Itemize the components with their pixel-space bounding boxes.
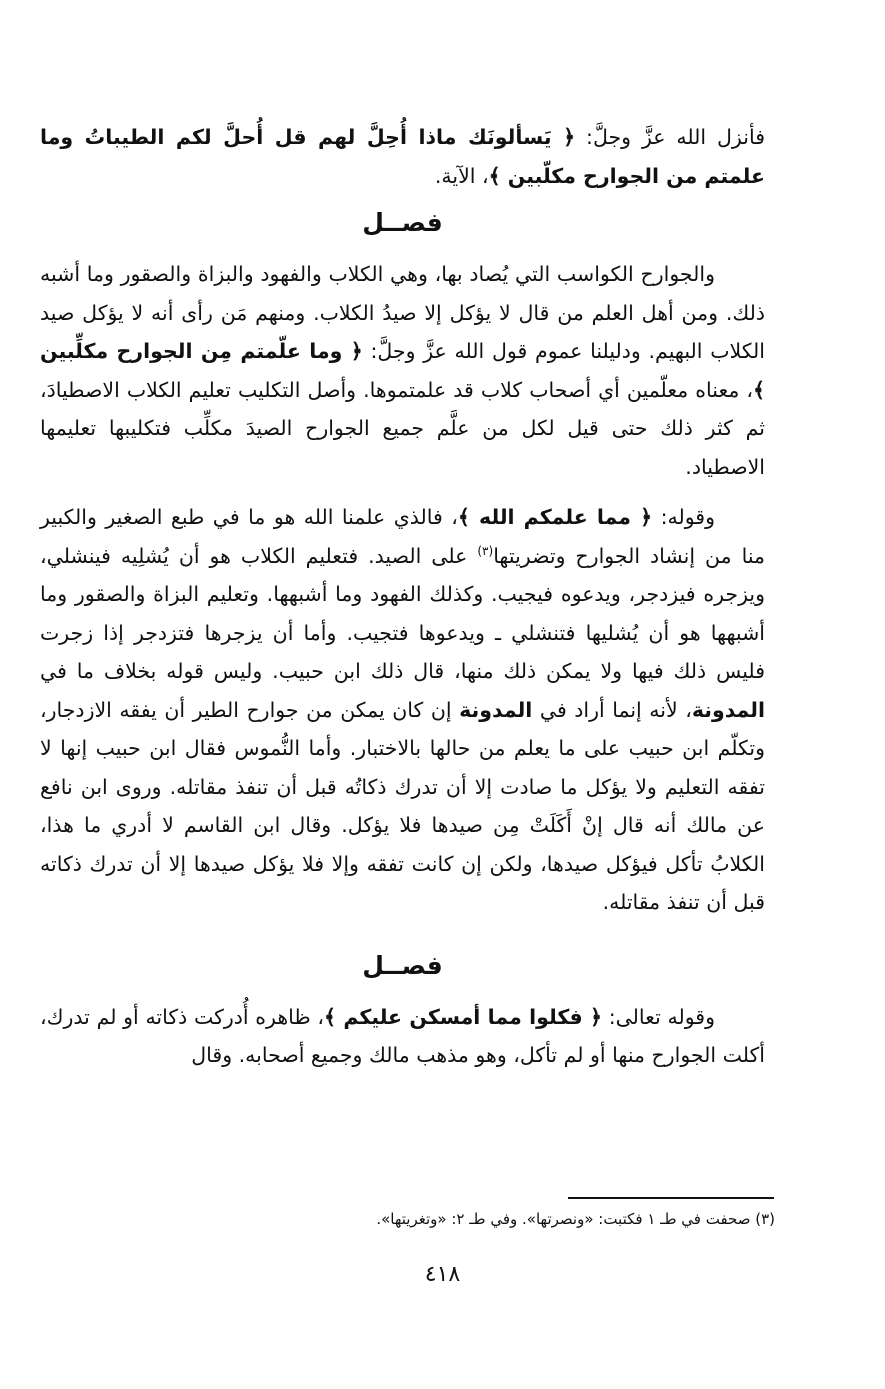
p3-text-a: وقوله: (652, 505, 716, 529)
p2-text-a: والجوارح الكواسب التي يُصاد بها، وهي الكلاب والفهود والبزاة والصقور وما أشبه ذلك. ومن أهل العلم من قال لا يؤكل إلا صيدُ الكلاب. ومنهم مَن رأى أنه لا يؤكل صيد الكلاب البهيم. ودليلنا عموم قول الله عزَّ وجلَّ: (40, 262, 765, 363)
p3-quran-verse: ﴿ مما علمكم الله ﴾ (457, 505, 653, 529)
p3-text-c: ، فالذي علمنا الله هو ما في طبع الصغير والكبير منا من إنشاد الجوارح وتضريتها (40, 505, 765, 568)
section-heading-1: فصــل (362, 208, 443, 237)
paragraph-gap (40, 486, 765, 498)
page-body (40, 118, 765, 1075)
footnote: (٣) صحفت في طـ ١ فكتبت: «ونصرتها». وفي طـ ٢: «وتغريتها». (376, 1210, 775, 1228)
paragraph-2 (40, 255, 765, 486)
footnote-divider (568, 1197, 774, 1199)
p2-text-c: ، معناه معلّمين أي أصحاب كلاب قد علمتموها. وأصل التكليب تعليم الكلاب الاصطيادَ، ثم كثر ذلك حتى قيل لكل من علَّم جميع الجوارح الصيدَ مكلِّب فتكليبها تعليمها الاصطياد. (40, 377, 765, 479)
p4-text-c: ، ظاهره أُدركت ذكاته أو لم تدرك، أكلت الجوارح منها أو لم تأكل، وهو مذهب مالك وجميع أصحابه. وقال (40, 1004, 765, 1067)
p1-quran-verse: ﴿ يَسألونَك ماذا أُحِلَّ لهم قل أُحلَّ لكم الطيباتُ وما علمتم من الجوارح مكلّبين ﴾ (40, 125, 765, 188)
p3-mudawwana-1: المدونة (691, 697, 766, 722)
p3-text-d: على الصيد. فتعليم الكلاب هو أن يُشلِيه فينشلي، ويزجره فيزدجر، ويدعوه فيجيب. وكذلك الفهود وما أشبهها. وتعليم البزاة والصقور وما أشبهها هو أن يُشليها فتنشلي ـ ويدعوها فتجيب. وأما أن يزجرها فتزدجر إذا زجرت فليس ذلك فيها ولا يمكن ذلك منها، قال ذلك ابن حبيب. وليس قوله بخلاف ما في (40, 543, 765, 683)
p2-quran-verse: ﴿ وما علّمتم مِن الجوارح مكلِّبين ﴾ (40, 339, 765, 402)
p4-text-a: وقوله تعالى: (602, 1004, 715, 1029)
p3-text-h: إن كان يمكن من جوارح الطير أن يفقه الازدجار، وتكلّم ابن حبيب على ما يعلم من حالها بالاختبار. وأما النُّموس فقال ابن حبيب إنها لا تفقه التعليم ولا يؤكل ما صادت إلا أن تدرك ذكاتُه قبل أن تنفذ مقاتله. وروى ابن نافع عن مالك أنه قال إنْ أَكَلَتْ مِن صيدها فلا يؤكل. وقال ابن القاسم لا أدري ما هذا، الكلابُ تأكل فيؤكل صيدها، ولكن إن كانت تفقه وإلا فلا يؤكل صيدها إلا أن تدرك ذكاته قبل أن تنفذ مقاتله. (40, 697, 765, 914)
page-number: ٤١٨ (424, 1262, 461, 1287)
section-heading-2: فصــل (362, 950, 443, 980)
paragraph-1 (40, 118, 765, 195)
p3-text-f: ، لأنه إنما أراد في (532, 697, 692, 722)
p4-quran-verse: ﴿ فكلوا مما أمسكن عليكم ﴾ (324, 1004, 602, 1029)
footnote-marker: (٣) (477, 543, 494, 558)
p1-text-c: ، الآية. (434, 163, 489, 188)
paragraph-3 (40, 498, 765, 922)
p1-text-a: فأنزل الله عزَّ وجلَّ: (575, 125, 765, 149)
p3-mudawwana-2: المدونة (459, 697, 533, 722)
paragraph-4 (40, 998, 765, 1075)
